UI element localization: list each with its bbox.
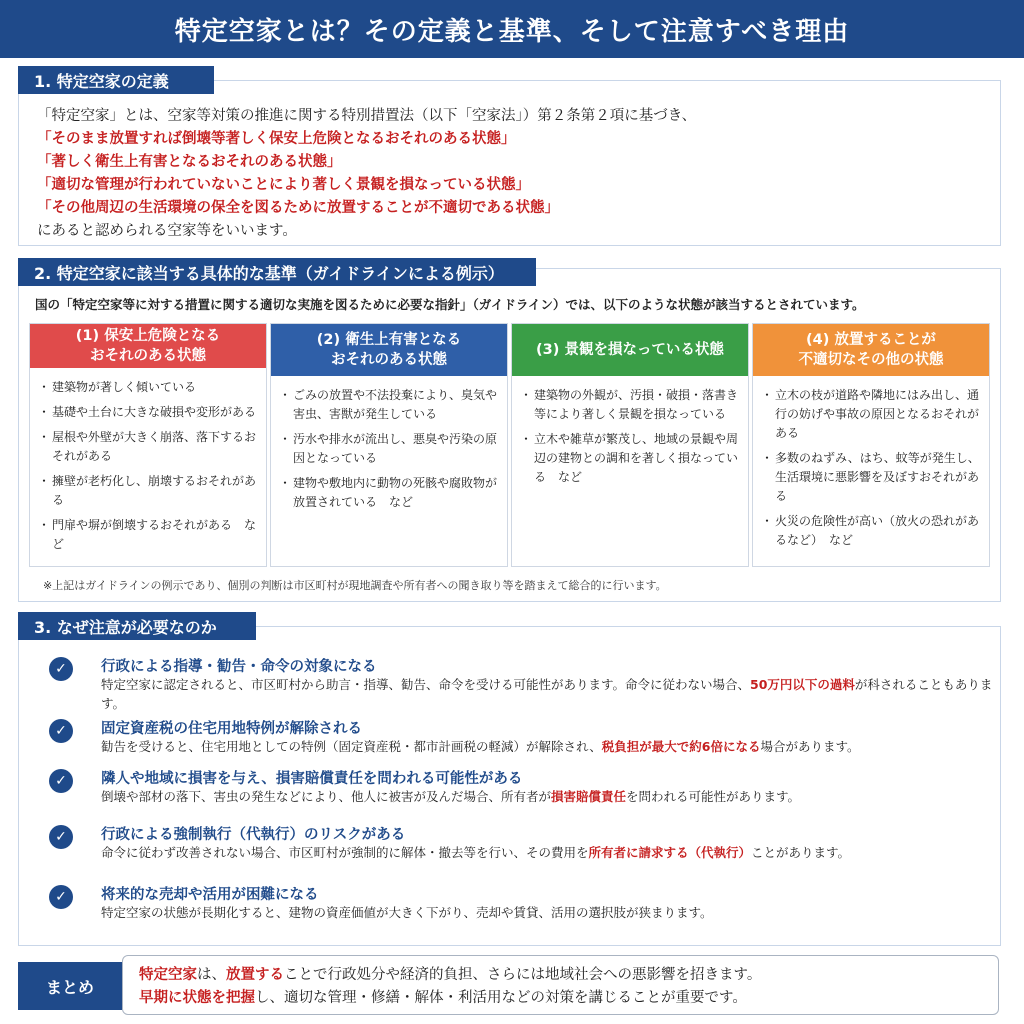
- section-heading-criteria: 2. 特定空家に該当する具体的な基準（ガイドラインによる例示）: [18, 258, 536, 286]
- criteria-column-header: [512, 324, 748, 376]
- list-item: ・ 擁壁が老朽化し、崩壊するおそれがある: [44, 472, 258, 510]
- criteria-list: [271, 376, 507, 524]
- reason-title: 固定資産税の住宅用地特例が解除される: [101, 721, 362, 737]
- list-item: ・ 立木の枝が道路や隣地にはみ出し、通行の妨げや事故の原因となるおそれがある: [767, 386, 981, 443]
- reason-text-part: ことがあります。: [751, 845, 851, 860]
- definition-condition: 「そのまま放置すれば倒壊等著しく保安上危険となるおそれのある状態」: [37, 131, 516, 147]
- criteria-note: ※上記はガイドラインの例示であり、個別の判断は市区町村が現地調査や所有者への聞き取り等を踏まえて総合的に行います。: [43, 579, 667, 592]
- reason-highlight: 所有者に請求する（代執行）: [588, 845, 752, 860]
- list-item: ・ 門扉や塀が倒壊するおそれがある など: [44, 516, 258, 554]
- reason-text: [101, 675, 1011, 713]
- list-item: ・ ごみの放置や不法投棄により、臭気や害虫、害獣が発生している: [285, 386, 499, 424]
- criteria-column-landscape: [511, 323, 749, 567]
- summary-line: [139, 964, 998, 987]
- list-item: ・ 立木や雑草が繁茂し、地域の景観や周辺の建物との調和を著しく損なっている など: [526, 430, 740, 487]
- definition-outro: にあると認められる空家等をいいます。: [37, 223, 297, 239]
- reason-title: 隣人や地域に損害を与え、損害賠償責任を問われる可能性がある: [101, 771, 523, 787]
- list-item: ・ 屋根や外壁が大きく崩落、落下するおそれがある: [44, 428, 258, 466]
- criteria-column-other: [752, 323, 990, 567]
- check-circle-icon: ✓: [49, 885, 73, 909]
- section-heading-definition: 1. 特定空家の定義: [18, 66, 214, 94]
- criteria-panel: [18, 268, 1001, 602]
- reason-text: [101, 737, 1011, 756]
- section-heading-reasons: 3. なぜ注意が必要なのか: [18, 612, 256, 640]
- reason-text-part: 命令に従わず改善されない場合、市区町村が強制的に解体・撤去等を行い、その費用を: [101, 845, 589, 860]
- summary-line: [139, 987, 998, 1010]
- definition-body: [37, 105, 696, 243]
- column-title-line: おそれのある状態: [89, 348, 206, 364]
- criteria-column-header: [753, 324, 989, 376]
- reason-title: 将来的な売却や活用が困難になる: [101, 887, 319, 903]
- column-title-line: (4) 放置することが: [806, 332, 936, 348]
- reason-highlight: 50万円以下の過料: [750, 677, 855, 692]
- reason-text-part: 特定空家に認定されると、市区町村から助言・指導、勧告、命令を受ける可能性があります。命令に従わない場合、: [101, 677, 751, 692]
- criteria-list: [30, 368, 266, 566]
- list-item: ・ 汚水や排水が流出し、悪臭や汚染の原因となっている: [285, 430, 499, 468]
- page-title: 特定空家とは？その定義と基準、そして注意すべき理由: [174, 16, 850, 47]
- check-circle-icon: ✓: [49, 719, 73, 743]
- list-item: ・ 建物や敷地内に動物の死骸や腐敗物が放置されている など: [285, 474, 499, 512]
- definition-condition: 「その他周辺の生活環境の保全を図るために放置することが不適切である状態」: [37, 200, 559, 216]
- title-bar: [0, 0, 1024, 58]
- criteria-column-hygiene: [270, 323, 508, 567]
- reason-highlight: 損害賠償責任: [551, 789, 627, 804]
- check-circle-icon: ✓: [49, 825, 73, 849]
- column-title-line: (2) 衛生上有害となる: [316, 332, 462, 348]
- definition-condition: 「適切な管理が行われていないことにより著しく景観を損なっている状態」: [37, 177, 530, 193]
- list-item: ・ 建築物の外観が、汚損・破損・落書き等により著しく景観を損なっている: [526, 386, 740, 424]
- reason-text: [101, 787, 1011, 806]
- reason-text: [101, 843, 1011, 862]
- summary-highlight: 特定空家: [139, 967, 197, 983]
- summary-highlight: 放置する: [226, 967, 284, 983]
- reason-text-part: 倒壊や部材の落下、害虫の発生などにより、他人に被害が及んだ場合、所有者が: [101, 789, 552, 804]
- list-item: ・ 多数のねずみ、はち、蚊等が発生し、生活環境に悪影響を及ぼすおそれがある: [767, 449, 981, 506]
- column-title-line: (3) 景観を損なっている状態: [536, 342, 724, 358]
- reasons-panel: [18, 626, 1001, 946]
- list-item: ・ 火災の危険性が高い（放火の恐れがあるなど） など: [767, 512, 981, 550]
- criteria-columns: [29, 323, 990, 567]
- column-title-line: (1) 保安上危険となる: [75, 328, 221, 344]
- summary-label: まとめ: [18, 962, 122, 1010]
- definition-condition: 「著しく衛生上有害となるおそれのある状態」: [37, 154, 342, 170]
- summary-box: [122, 955, 999, 1015]
- reason-text-part: 勧告を受けると、住宅用地としての特例（固定資産税・都市計画税の軽減）が解除され、: [101, 739, 602, 754]
- list-item: ・ 建築物が著しく傾いている: [44, 378, 258, 397]
- summary-text: は、: [197, 967, 226, 983]
- reason-text-part: 特定空家の状態が長期化すると、建物の資産価値が大きく下がり、売却や賃貸、活用の選択肢が狭まります。: [101, 905, 713, 920]
- reason-title: 行政による強制執行（代執行）のリスクがある: [101, 827, 406, 843]
- check-circle-icon: ✓: [49, 769, 73, 793]
- criteria-column-danger: [29, 323, 267, 567]
- criteria-list: [753, 376, 989, 562]
- criteria-column-header: [30, 324, 266, 368]
- reason-text-part: 場合があります。: [760, 739, 860, 754]
- reason-highlight: 税負担が最大で約6倍になる: [601, 739, 761, 754]
- criteria-intro: 国の「特定空家等に対する措置に関する適切な実施を図るために必要な指針」（ガイドライン）では、以下のような状態が該当するとされています。: [35, 297, 865, 312]
- summary-text: し、適切な管理・修繕・解体・利活用などの対策を講じることが重要です。: [255, 990, 747, 1006]
- column-title-line: おそれのある状態: [330, 352, 447, 368]
- reason-text-part: を問われる可能性があります。: [626, 789, 801, 804]
- criteria-column-header: [271, 324, 507, 376]
- check-circle-icon: ✓: [49, 657, 73, 681]
- criteria-list: [512, 376, 748, 499]
- column-title-line: 不適切なその他の状態: [798, 352, 944, 368]
- summary-text: ことで行政処分や経済的負担、さらには地域社会への悪影響を招きます。: [284, 967, 762, 983]
- reason-text-part: が科されることもあります。: [101, 677, 993, 711]
- list-item: ・ 基礎や土台に大きな破損や変形がある: [44, 403, 258, 422]
- reason-title: 行政による指導・勧告・命令の対象になる: [101, 659, 377, 675]
- reason-text: [101, 903, 1011, 922]
- definition-intro: 「特定空家」とは、空家等対策の推進に関する特別措置法（以下「空家法」）第２条第２項に基づき、: [37, 108, 697, 124]
- summary-highlight: 早期に状態を把握: [139, 990, 255, 1006]
- definition-panel: [18, 80, 1001, 246]
